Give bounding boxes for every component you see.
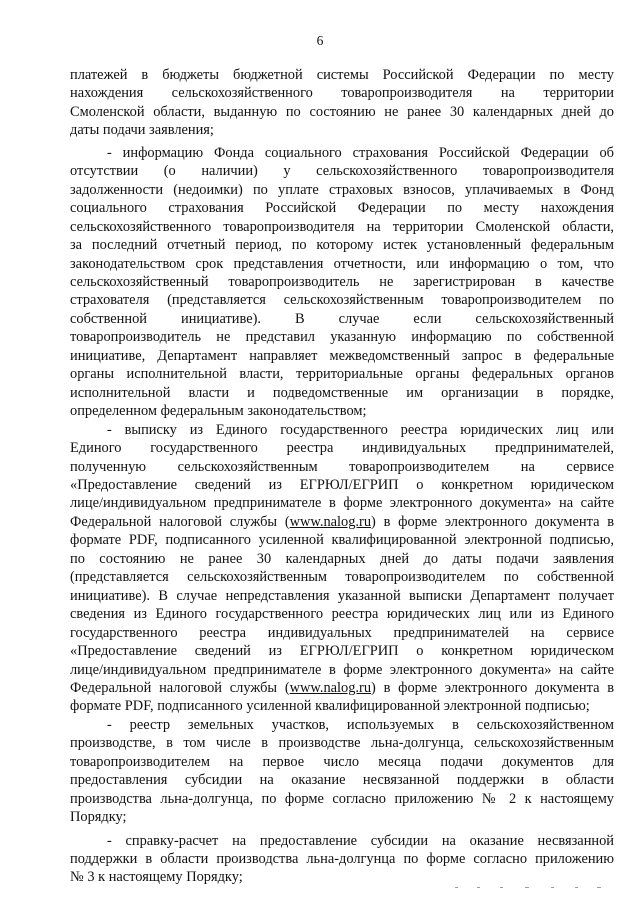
scan-artifact [455,884,615,892]
text-line: Федеральной налоговой службы (www.nalog.ru) в форме электронного документа в [70,513,614,530]
text-line: (представляется сельскохозяйственным товаропроизводителем по собственной [70,569,614,586]
text-line: страхователя (представляется сельскохозяйственным товаропроизводителем по [70,292,614,309]
text-line: лице/индивидуальном предпринимателе в форме электронного документа» на сайте [70,661,614,678]
text-line: поддержки в области производства льна-долгунца по форме согласно приложению [70,851,614,868]
paragraph-land-registry [70,716,614,827]
text-line: нахождения сельскохозяйственного товаропроизводителя на территории [70,85,614,102]
text-line: по состоянию не ранее 30 календарных дней до даты подачи заявления [70,550,614,567]
text-line: Смоленской области, выданную по состоянию не ранее 30 календарных дней до [70,103,614,120]
text-line: органы исполнительной власти, территориальные органы федеральных органов [70,366,614,383]
website-link[interactable]: www.nalog.ru [289,513,372,530]
text-line: социального страхования Российской Федерации по месту нахождения [70,200,614,217]
document-body [70,66,614,887]
text-line: - информацию Фонда социального страхования Российской Федерации об [107,144,614,161]
paragraph-egrul-extract [70,421,614,716]
text-line: инициативе, Департамент направляет межведомственный запрос в федеральные [70,347,614,364]
paragraph-fss-information [70,144,614,421]
text-line: задолженности (недоимки) по уплате страховых взносов, уплачиваемых в Фонд [70,181,614,198]
text-line: законодательством срок представления отчетности, или информацию о том, что [70,255,614,272]
text-line: - выписку из Единого государственного реестра юридических лиц или [107,421,614,438]
text-line: товаропроизводителем на первое число месяца подачи документов для [70,753,614,770]
text-line: определенном федеральным законодательством; [70,403,367,420]
text-line: даты подачи заявления; [70,122,214,139]
text-line: «Предоставление сведений из ЕГРЮЛ/ЕГРИП о конкретном юридическом [70,476,614,493]
text-line: формате PDF, подписанного усиленной квалифицированной электронной подписью; [70,698,590,715]
text-line: исполнительной власти и подведомственные им организации в порядке, [70,384,614,401]
page-number: 6 [316,33,324,48]
text-line: производства льна-долгунца, по форме согласно приложению № 2 к настоящему [70,790,614,807]
text-line: производстве, в том числе в производстве льна-долгунца, сельскохозяйственным [70,735,614,752]
text-line: «Предоставление сведений из ЕГРЮЛ/ЕГРИП о конкретном юридическом [70,643,614,660]
text-line: товаропроизводитель не представил указанную информацию по собственной [70,329,614,346]
text-line: за последний отчетный период, по которому истек установленный федеральным [70,237,614,254]
text-line: сведения из Единого государственного реестра юридических лиц или из Единого [70,606,614,623]
text-line: - справку-расчет на предоставление субсидии на оказание несвязанной [107,832,614,849]
text-line: полученную сельскохозяйственным товаропроизводителем на сервисе [70,458,614,475]
text-line: сельскохозяйственного товаропроизводителя на территории Смоленской области, [70,218,614,235]
text-line: - реестр земельных участков, используемых в сельскохозяйственном [107,716,614,733]
website-link[interactable]: www.nalog.ru [289,679,372,696]
text-line: Федеральной налоговой службы (www.nalog.ru) в форме электронного документа в [70,679,614,696]
text-line: отсутствии (о наличии) у сельскохозяйственного товаропроизводителя [70,163,614,180]
text-line: № 3 к настоящему Порядку; [70,869,243,886]
text-line: государственного реестра индивидуальных предпринимателей на сервисе [70,624,614,641]
text-line: Единого государственного реестра индивидуальных предпринимателей, [70,440,614,457]
text-line: сельскохозяйственный товаропроизводитель не зарегистрирован в качестве [70,273,614,290]
paragraph-subsidy-calculation [70,832,614,887]
text-line: предоставления субсидии на оказание несвязанной поддержки в области [70,772,614,789]
text-line: лице/индивидуальном предпринимателе в форме электронного документа» на сайте [70,495,614,512]
text-line: формате PDF, подписанного усиленной квалифицированной электронной подписью, [70,532,614,549]
text-line: платежей в бюджеты бюджетной системы Российской Федерации по месту [70,67,614,83]
text-line: собственной инициативе). В случае если сельскохозяйственный [70,310,614,327]
text-line: инициативе). В случае непредставления указанной выписки Департамент получает [70,587,614,604]
paragraph-tax-payments-continuation [70,66,614,140]
text-line: Порядку; [70,809,127,826]
